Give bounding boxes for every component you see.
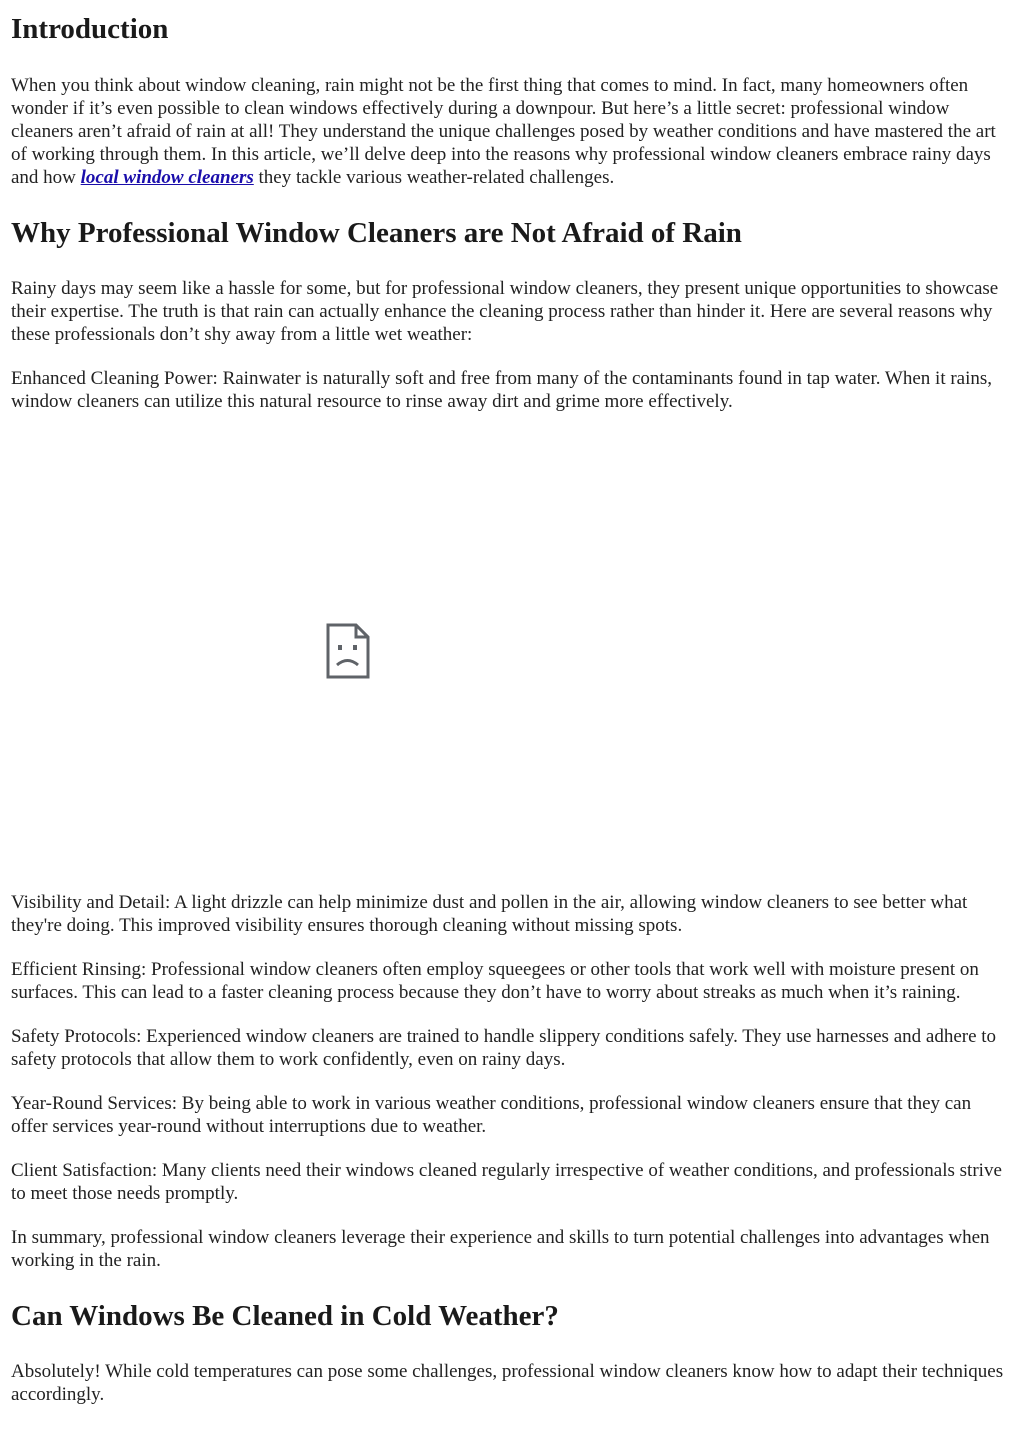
efficient-rinsing-paragraph: Efficient Rinsing: Professional window cleaners often employ squeegees or other tools that work well with moisture present on surfaces. This can lead to a faster cleaning process because they don’t have to worry about streaks as much when it’s raining. [11, 959, 979, 1003]
enhanced-cleaning-paragraph: Enhanced Cleaning Power: Rainwater is naturally soft and free from many of the contaminants found in tap water. When it rains, window cleaners can utilize this natural resource to rinse away dirt and grime more effectively. [11, 368, 993, 412]
rain-summary-paragraph: In summary, professional window cleaners leverage their experience and skills to turn potential challenges into advantages when working in the rain. [11, 1227, 990, 1271]
cold-weather-heading: Can Windows Be Cleaned in Cold Weather? [11, 1300, 559, 1332]
local-window-cleaners-link[interactable]: local window cleaners [80, 167, 254, 188]
intro-text-after-link: they tackle various weather-related challenges. [253, 167, 615, 188]
year-round-paragraph: Year-Round Services: By being able to work in various weather conditions, professional window cleaners ensure that they can offer services year-round without interruptions due to weather. [11, 1093, 972, 1137]
rain-intro-paragraph: Rainy days may seem like a hassle for some, but for professional window cleaners, they present unique opportunities to showcase their expertise. The truth is that rain can actually enhance the cleaning process rather than hinder it. Here are several reasons why these professionals don’t shy away from a little wet weather: [11, 278, 999, 345]
client-satisfaction-paragraph: Client Satisfaction: Many clients need their windows cleaned regularly irrespective of weather conditions, and professionals strive to meet those needs promptly. [11, 1160, 1002, 1204]
broken-image-icon [326, 623, 370, 679]
article-image [11, 434, 1011, 864]
cold-weather-paragraph: Absolutely! While cold temperatures can pose some challenges, professional window cleaners know how to adapt their techniques accordingly. [11, 1361, 1004, 1405]
rain-heading: Why Professional Window Cleaners are Not Afraid of Rain [11, 217, 742, 249]
safety-protocols-paragraph: Safety Protocols: Experienced window cleaners are trained to handle slippery conditions safely. They use harnesses and adhere to safety protocols that allow them to work confidently, even on rainy days. [11, 1026, 997, 1070]
intro-heading: Introduction [11, 13, 169, 45]
intro-paragraph [11, 74, 1010, 189]
intro-text-before-link: When you think about window cleaning, rain might not be the first thing that comes to mind. In fact, many homeowners often wonder if it’s even possible to clean windows effectively during a downpour. But here’s a little secret: professional window cleaners aren’t afraid of rain at all! They understand the unique challenges posed by weather conditions and have mastered the art of working through them. In this article, we’ll delve deep into the reasons why professional window cleaners embrace rainy days and how [11, 75, 996, 188]
visibility-paragraph: Visibility and Detail: A light drizzle can help minimize dust and pollen in the air, allowing window cleaners to see better what they're doing. This improved visibility ensures thorough cleaning without missing spots. [11, 892, 968, 936]
